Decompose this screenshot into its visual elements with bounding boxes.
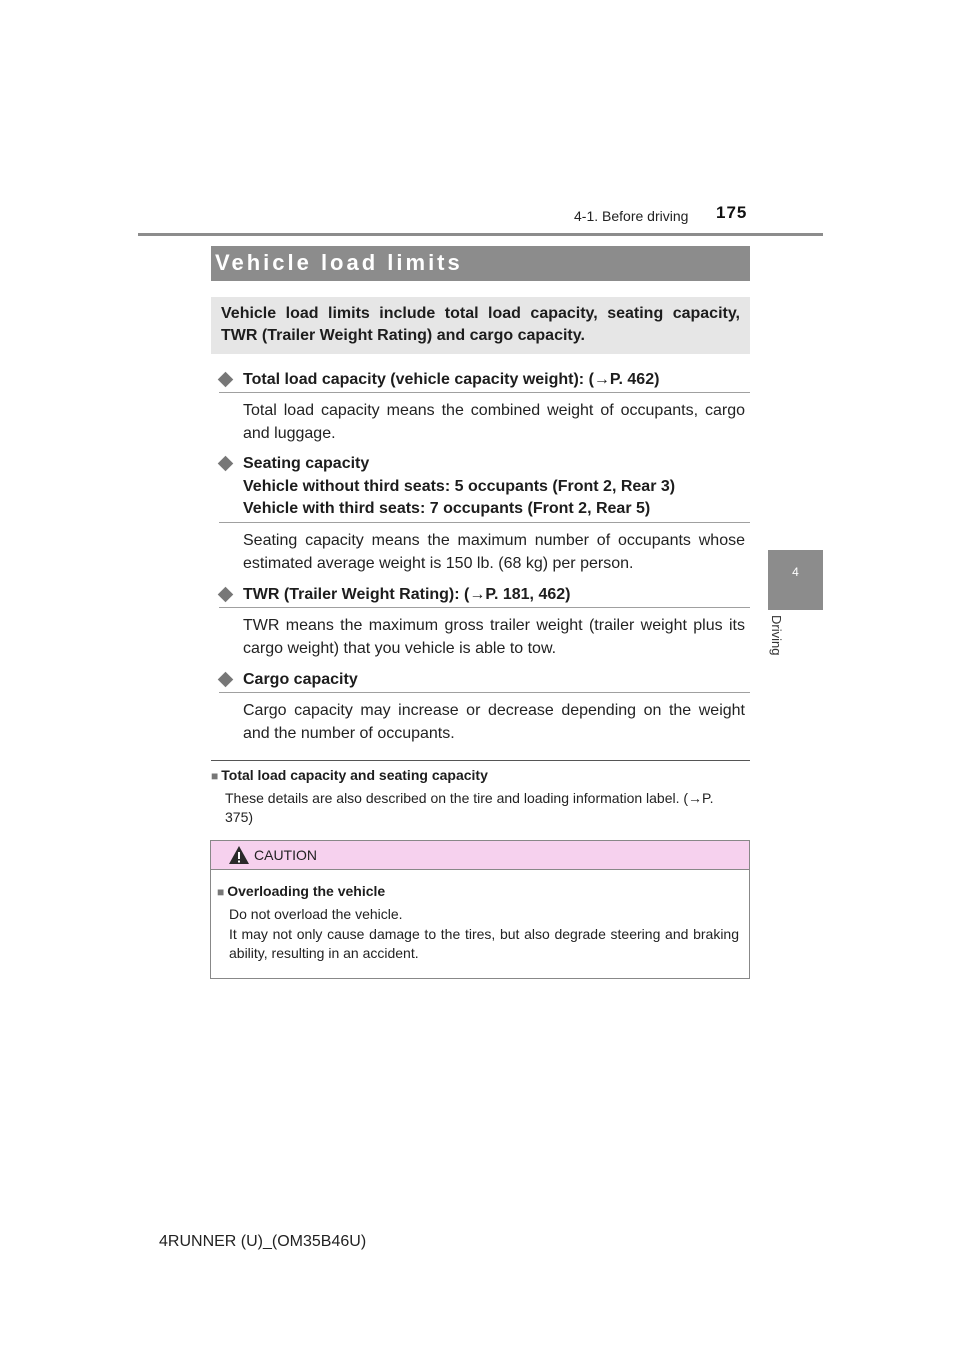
chapter-tab xyxy=(768,550,823,610)
note-title: Total load capacity and seating capacity xyxy=(221,767,488,783)
page-number: 175 xyxy=(716,203,748,222)
content-divider xyxy=(211,760,750,761)
section-heading-line: Vehicle without third seats: 5 occupants (Front 2, Rear 3) xyxy=(243,477,676,495)
diamond-bullet-icon xyxy=(218,372,234,388)
intro-box xyxy=(211,297,750,354)
note-body xyxy=(225,789,745,827)
section-body-text: Cargo capacity may increase or decrease depending on the weight and the number of occupants. xyxy=(243,702,745,742)
page-title: Vehicle load limits xyxy=(215,250,463,275)
note-heading xyxy=(211,767,488,783)
diamond-bullet-icon xyxy=(218,456,234,472)
chapter-number: 4 xyxy=(792,565,799,579)
section-rule xyxy=(219,392,750,393)
section-heading-twr xyxy=(219,584,750,607)
diamond-bullet-icon xyxy=(218,672,234,688)
document-footer: 4RUNNER (U)_(OM35B46U) xyxy=(159,1233,367,1250)
section-body-total-load xyxy=(243,400,745,445)
caution-body xyxy=(229,905,739,964)
section-body-text: TWR means the maximum gross trailer weight (trailer weight plus its cargo weight) that you vehicle is able to tow. xyxy=(243,617,745,657)
section-heading-cargo xyxy=(219,669,750,692)
caution-line: Do not overload the vehicle. xyxy=(229,906,403,922)
caution-label: CAUTION xyxy=(254,847,317,863)
section-heading-line: Seating capacity xyxy=(243,455,370,472)
section-heading-line: Vehicle with third seats: 7 occupants (Front 2, Rear 5) xyxy=(243,500,651,517)
section-rule xyxy=(219,607,750,608)
header-rule xyxy=(138,233,823,236)
caution-heading xyxy=(217,883,385,899)
section-body-seating xyxy=(243,530,745,575)
section-rule xyxy=(219,692,750,693)
page-title-bar xyxy=(211,246,750,281)
section-title: 4-1. Before driving xyxy=(574,208,689,224)
section-rule xyxy=(219,522,750,523)
caution-header xyxy=(211,841,749,870)
section-body-twr xyxy=(243,615,745,660)
chapter-label-text: Driving xyxy=(769,615,784,656)
caution-title: Overloading the vehicle xyxy=(227,883,386,899)
section-heading-seating xyxy=(219,453,750,521)
square-bullet-icon: ■ xyxy=(217,885,225,899)
section-heading-line: TWR (Trailer Weight Rating): (→P. 181, 462) xyxy=(243,586,571,603)
caution-line: It may not only cause damage to the tires, but also degrade steering and braking ability, resulting in an accident. xyxy=(229,925,739,961)
section-heading-line: Cargo capacity xyxy=(243,671,358,688)
warning-triangle-icon xyxy=(228,845,250,865)
section-body-cargo xyxy=(243,700,745,745)
section-heading-line: Total load capacity (vehicle capacity weight): (→P. 462) xyxy=(243,371,660,388)
caution-box xyxy=(210,840,750,979)
note-text: These details are also described on the tire and loading information label. (→P. 375) xyxy=(225,790,714,825)
intro-text: Vehicle load limits include total load capacity, seating capacity, TWR (Trailer Weight Rating) and cargo capacity. xyxy=(221,305,740,344)
chapter-label xyxy=(769,615,793,675)
section-heading-total-load xyxy=(219,369,750,392)
diamond-bullet-icon xyxy=(218,587,234,603)
square-bullet-icon: ■ xyxy=(211,769,219,783)
section-body-text: Total load capacity means the combined weight of occupants, cargo and luggage. xyxy=(243,402,745,442)
section-body-text: Seating capacity means the maximum number of occupants whose estimated average weight is 150 lb. (68 kg) per person. xyxy=(243,532,745,572)
